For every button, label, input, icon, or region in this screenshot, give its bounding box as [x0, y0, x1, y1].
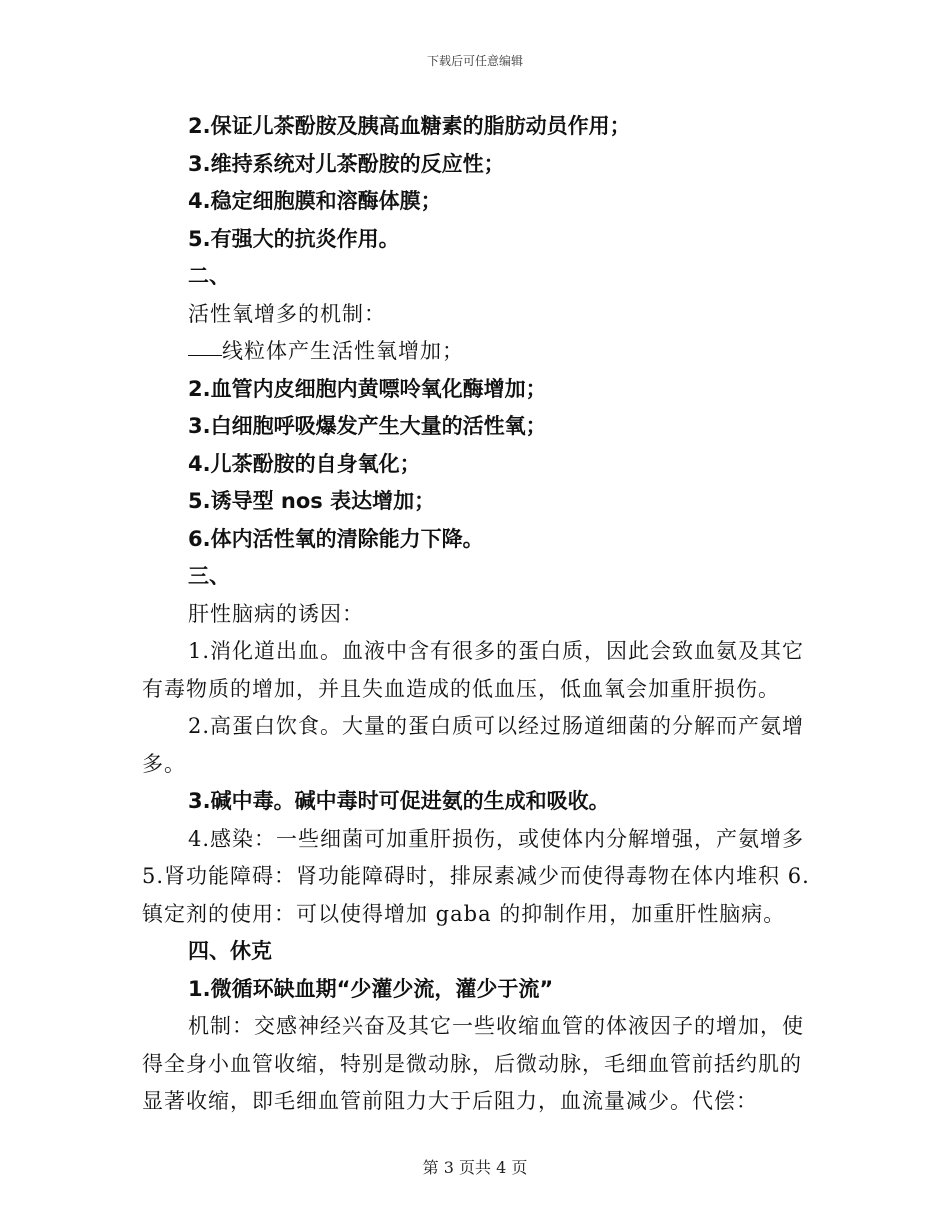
text-line: 有毒物质的增加，并且失血造成的低血压，低血氧会加重肝损伤。 [142, 676, 780, 701]
text-line: 5.有强大的抗炎作用。 [188, 226, 400, 251]
text-line-content: 线粒体产生活性氧增加； [222, 339, 464, 363]
text-line: 显著收缩，即毛细血管前阻力大于后阻力，血流量减少。代偿： [142, 1089, 758, 1113]
section-heading: 四、休克 [188, 939, 272, 963]
blank-underline [188, 333, 222, 356]
text-line: 机制：交感神经兴奋及其它一些收缩血管的体液因子的增加，使 [188, 1014, 804, 1038]
text-line: 4.感染：一些细菌可加重肝损伤，或使体内分解增强，产氨增多 [188, 826, 805, 851]
section-heading: 二、 [188, 264, 230, 288]
text-line: 多。 [142, 751, 186, 776]
document-body [142, 108, 810, 1121]
text-line: 4.稳定细胞膜和溶酶体膜； [188, 189, 442, 213]
text-line: 2.保证儿茶酚胺及胰高血糖素的脂肪动员作用； [188, 114, 631, 138]
text-line: 镇定剂的使用：可以使得增加 gaba 的抑制作用，加重肝性脑病。 [142, 901, 786, 926]
text-line: 5.肾功能障碍：肾功能障碍时，排尿素减少而使得毒物在体内堆积 6. [142, 864, 810, 888]
page-footer: 第 3 页共 4 页 [422, 1158, 528, 1177]
text-line: 1.微循环缺血期“少灌少流，灌少于流” [188, 976, 554, 1001]
text-line: 1.消化道出血。血液中含有很多的蛋白质，因此会致血氨及其它 [188, 639, 805, 663]
text-line: 2.血管内皮细胞内黄嘌呤氧化酶增加； [188, 376, 547, 401]
page-header: 下载后可任意编辑 [426, 54, 523, 68]
text-line: 3.碱中毒。碱中毒时可促进氨的生成和吸收。 [188, 789, 610, 813]
text-line: 3.白细胞呼吸爆发产生大量的活性氧； [188, 414, 547, 438]
text-line: 得全身小血管收缩，特别是微动脉，后微动脉，毛细血管前括约肌的 [142, 1051, 802, 1076]
text-line: 5.诱导型 nos 表达增加； [188, 489, 436, 513]
text-line: 2.高蛋白饮食。大量的蛋白质可以经过肠道细菌的分解而产氨增 [188, 714, 805, 738]
text-line: 活性氧增多的机制： [188, 301, 386, 326]
text-line: 6.体内活性氧的清除能力下降。 [188, 526, 484, 551]
text-line: 4.儿茶酚胺的自身氧化； [188, 451, 421, 476]
text-line [142, 333, 807, 371]
section-heading: 三、 [188, 564, 230, 588]
text-line: 肝性脑病的诱因： [188, 601, 364, 626]
text-line: 3.维持系统对儿茶酚胺的反应性； [188, 151, 505, 176]
